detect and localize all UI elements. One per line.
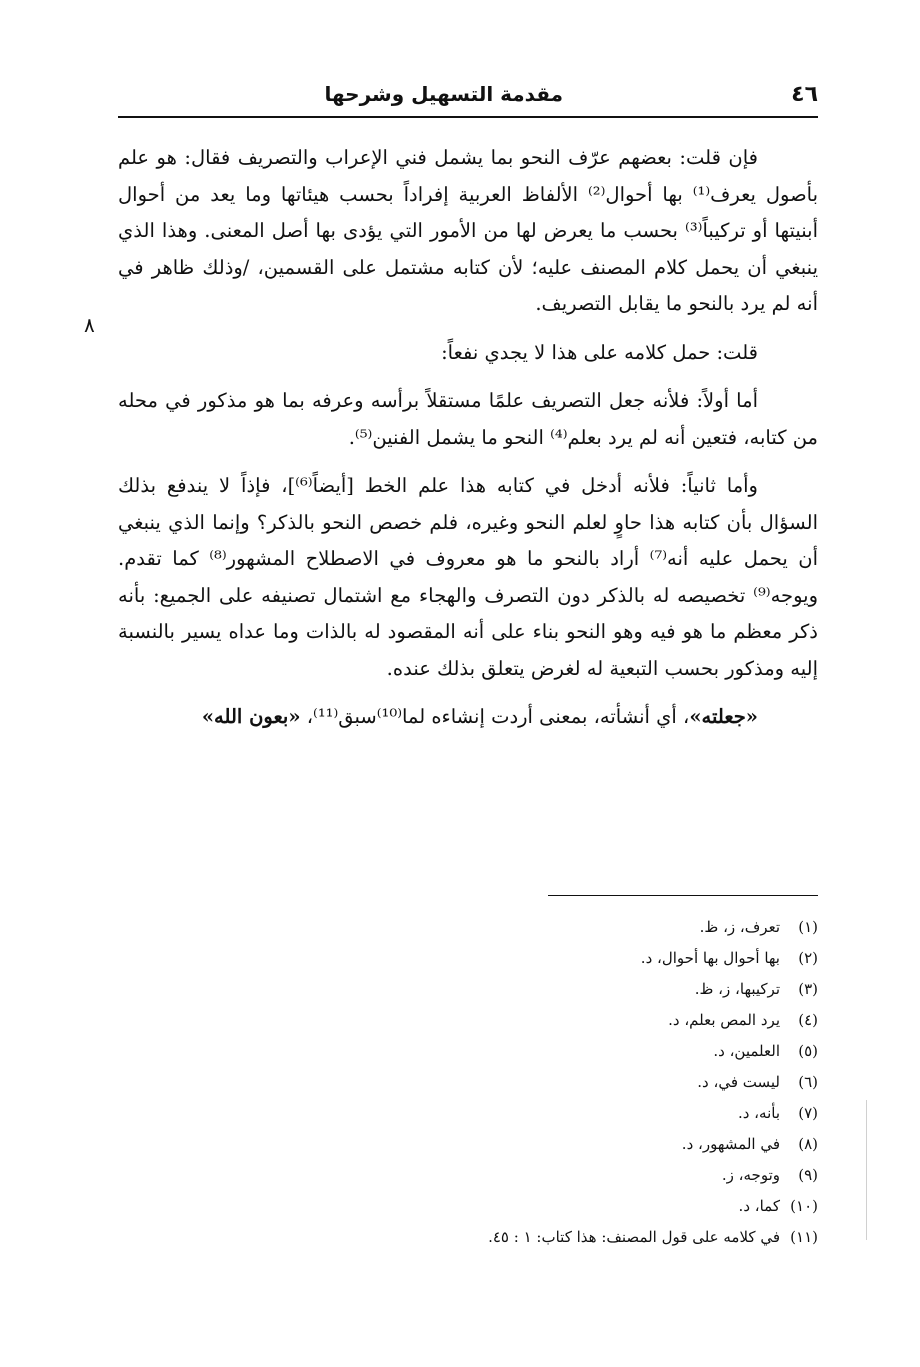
footnote-9 [118,1160,818,1191]
footnote-5 [118,1036,818,1067]
footnote-10 [118,1191,818,1222]
running-title: مقدمة التسهيل وشرحها [324,82,563,106]
paragraph-5-text: ، أي أنشأته، بمعنى أردت إنشاءه لما⁽¹⁰⁾سبق⁽¹¹⁾، [300,705,690,728]
footnote-7 [118,1098,818,1129]
footnote-2 [118,943,818,974]
footnote-number: (٤) [798,1011,818,1029]
footnote-text: تعرف، ز، ظ. [699,918,780,936]
footnote-number: (٣) [798,980,818,998]
main-text [118,140,818,748]
paragraph-5 [118,699,818,736]
footnote-text: بأنه، د. [737,1104,780,1122]
footnote-rule [548,895,818,896]
footnote-text: كما، د. [738,1197,780,1215]
quoted-term-biawnillah: «بعون الله» [201,705,301,728]
footnotes [118,912,818,1253]
footnote-text: تركيبها، ز، ظ. [694,980,780,998]
footnote-1 [118,912,818,943]
footnote-4 [118,1005,818,1036]
footnote-text: بها أحوال بها أحوال، د. [640,949,780,967]
quoted-term-jaaltuhu: «جعلته» [689,705,758,728]
footnote-number: (٦) [798,1073,818,1091]
page-header [118,78,818,114]
scan-margin-line [866,1100,867,1240]
header-rule [118,116,818,118]
footnote-number: (١٠) [790,1197,818,1215]
footnote-number: (١) [798,918,818,936]
footnote-text: في كلامه على قول المصنف: هذا كتاب: ١ : ٤٥. [488,1228,780,1246]
paragraph-2: قلت: حمل كلامه على هذا لا يجدي نفعاً: [441,340,758,364]
footnote-text: وتوجه، ز. [721,1166,780,1184]
footnote-number: (١١) [790,1228,818,1246]
footnote-number: (٧) [798,1104,818,1122]
paragraph-4: وأما ثانياً: فلأنه أدخل في كتابه هذا علم الخط [أيضاً⁽⁶⁾]، فإذاً لا يندفع بذلك السؤال بأن كتابه هذا حاوٍ لعلم النحو وغيره، فلم خصص النحو بالذكر؟ وإنما الذي ينبغي أن يحمل عليه أنه⁽⁷⁾ أراد بالنحو ما هو معروف في الاصطلاح المشهور⁽⁸⁾ كما تقدم. ويوجه⁽⁹⁾ تخصيصه له بالذكر دون التصرف والهجاء مع اشتمال تصنيفه على الجميع: بأنه ذكر معظم ما هو فيه وهو النحو بناء على أنه المقصود له بالذات وما عداه يسير بالنسبة إليه ومذكور بحسب التبعية له لغرض يتعلق بذلك عنده. [118,474,819,680]
footnote-8 [118,1129,818,1160]
footnote-text: العلمين، د. [713,1042,780,1060]
footnote-text: ليست في، د. [697,1073,780,1091]
footnote-number: (٩) [798,1166,818,1184]
footnote-number: (٥) [798,1042,818,1060]
footnote-number: (٢) [798,949,818,967]
paragraph-3: أما أولاً: فلأنه جعل التصريف علمًا مستقلاً برأسه وعرفه بما هو مذكور في محله من كتابه، فتعين أنه لم يرد بعلم⁽⁴⁾ النحو ما يشمل الفنين⁽⁵⁾. [118,389,818,449]
margin-manuscript-folio: ٨ [84,313,95,337]
page-number: ٤٦ [791,82,818,107]
footnote-6 [118,1067,818,1098]
paragraph-1: فإن قلت: بعضهم عرّف النحو بما يشمل فني الإعراب والتصريف فقال: هو علم بأصول يعرف⁽¹⁾ بها أحوال⁽²⁾ الألفاظ العربية إفراداً بحسب هيئاتها وما يعد من أحوال أبنيتها أو تركيباً⁽³⁾ بحسب ما يعرض لها من الأمور التي يؤدى بها أصل المعنى. وهذا الذي ينبغي أن يحمل كلام المصنف عليه؛ لأن كتابه مشتمل على القسمين، /وذلك ظاهر في أنه لم يرد بالنحو ما يقابل التصريف. [118,146,818,315]
footnote-number: (٨) [798,1135,818,1153]
footnote-11 [118,1222,818,1253]
footnote-text: في المشهور، د. [681,1135,780,1153]
footnote-3 [118,974,818,1005]
footnote-text: يرد المص بعلم، د. [668,1011,780,1029]
